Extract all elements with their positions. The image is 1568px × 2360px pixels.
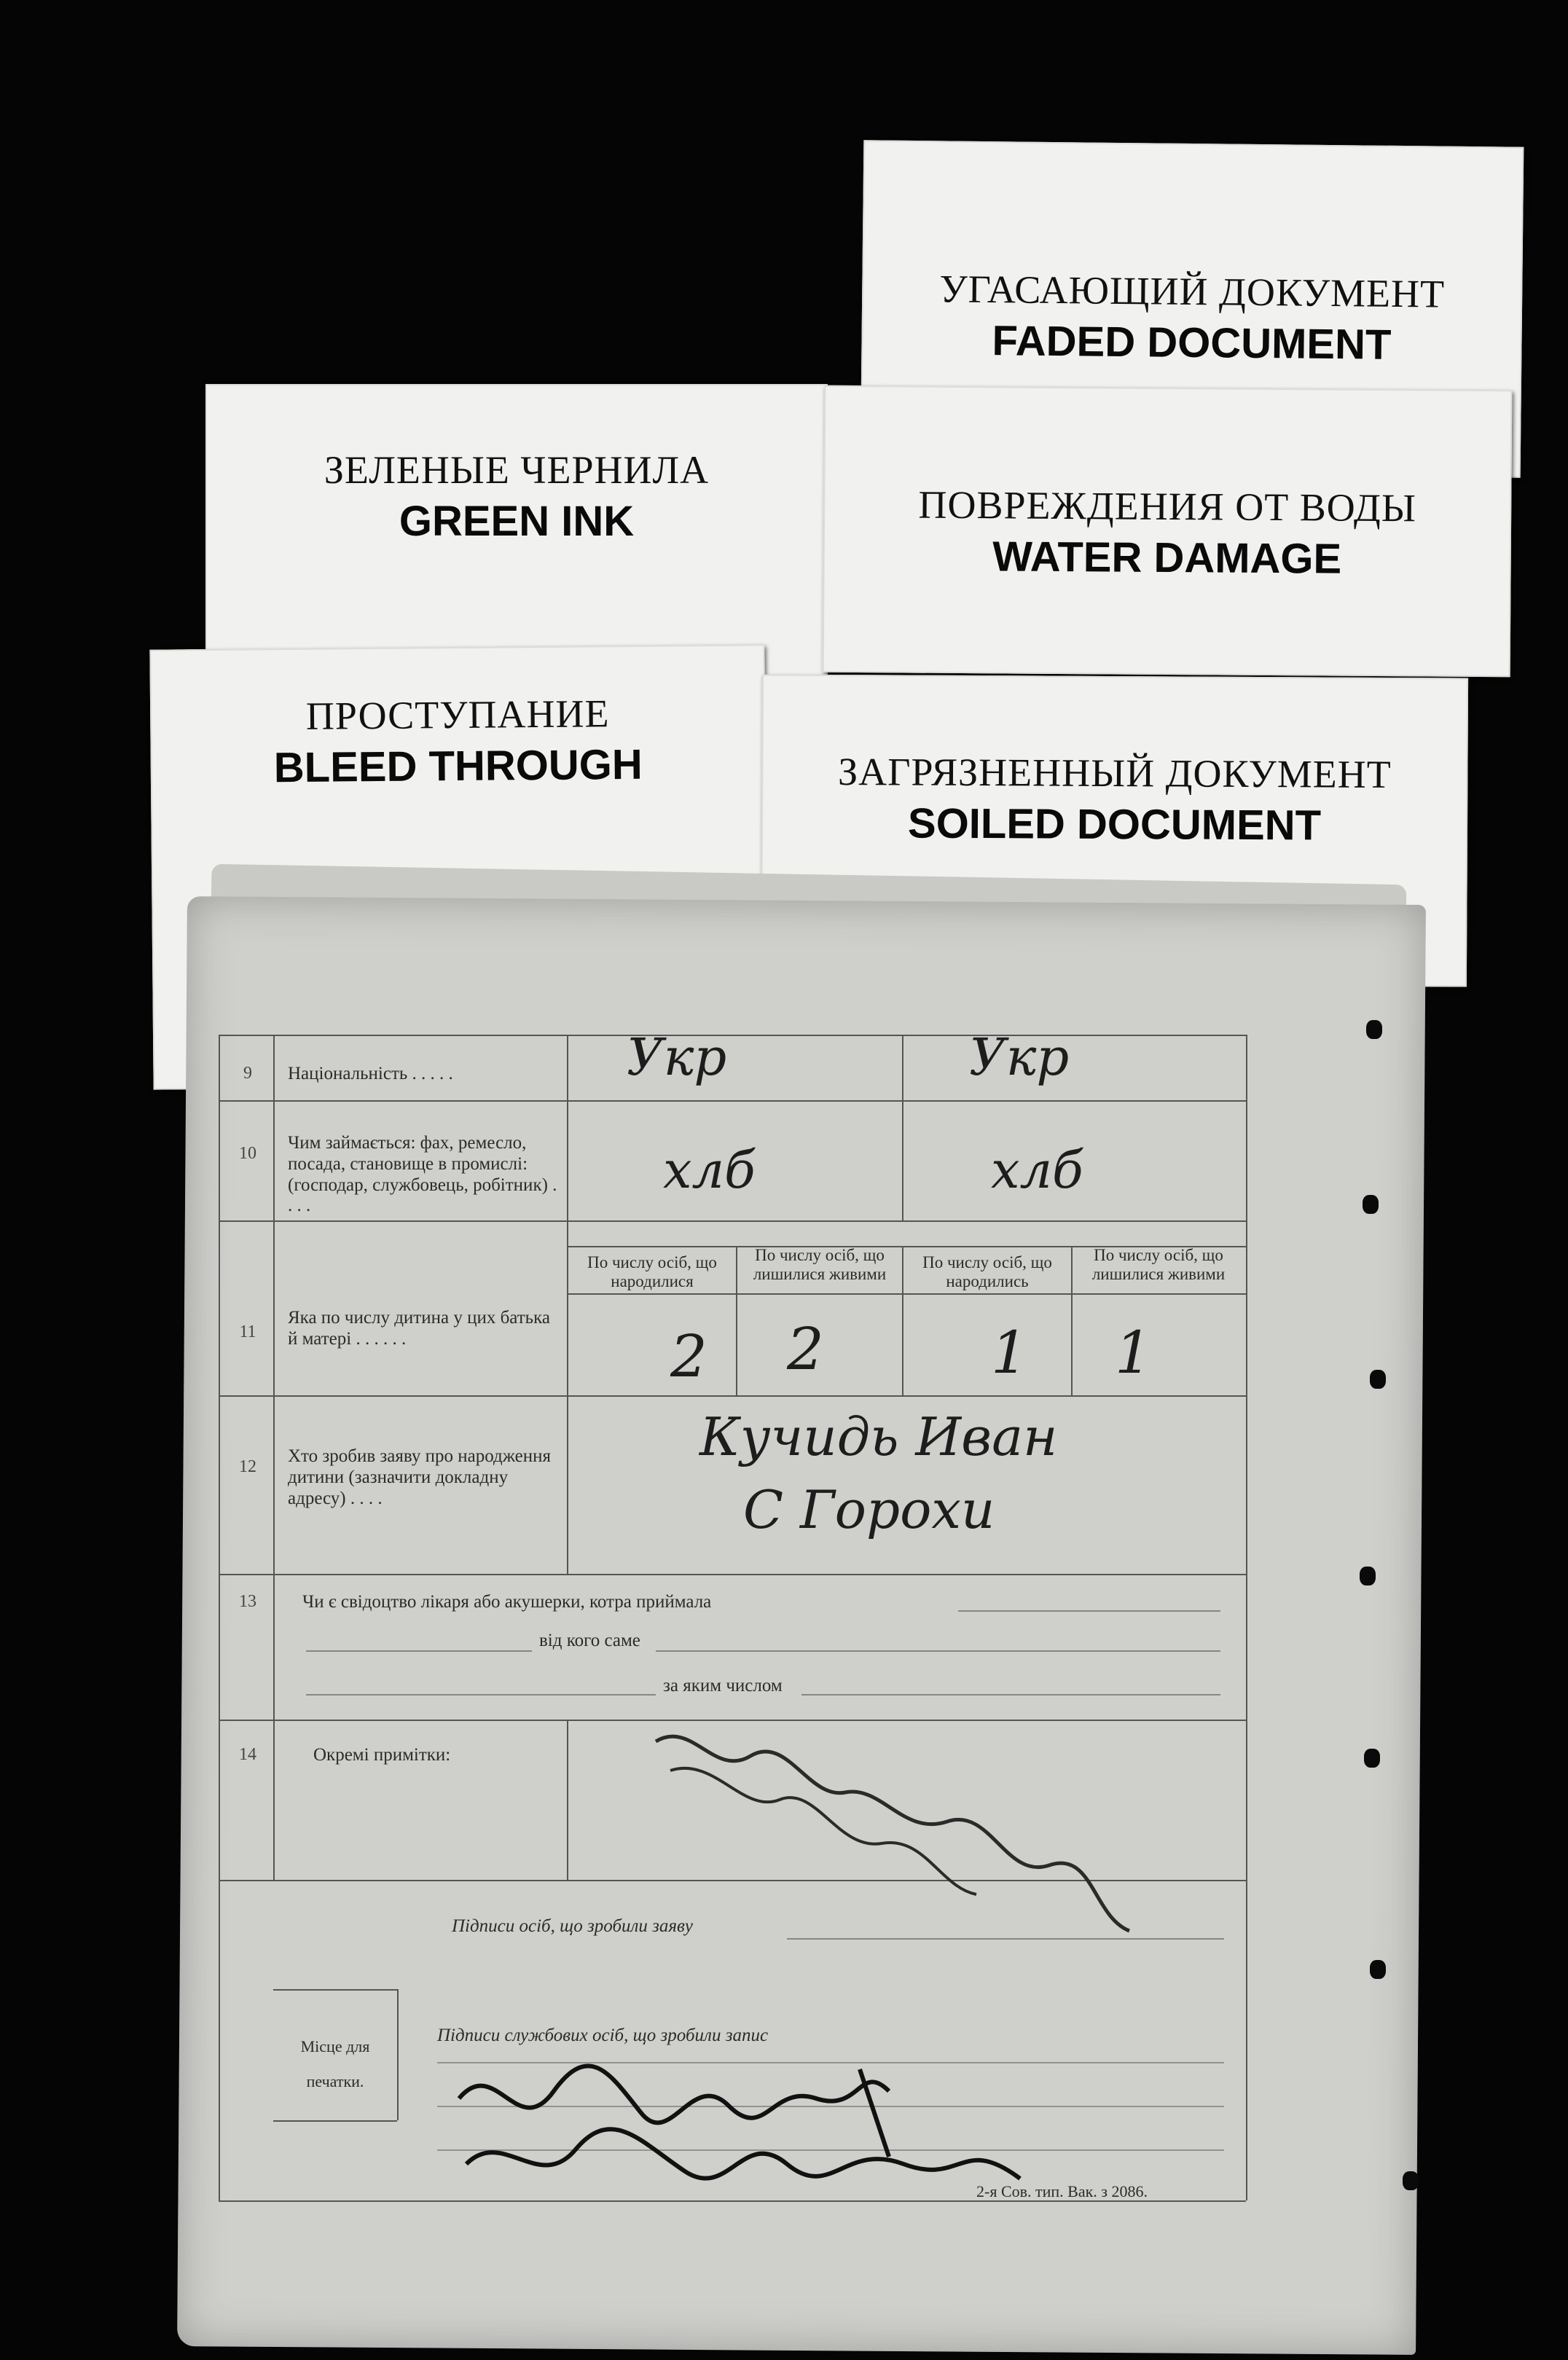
applicant-address: С Горохи [743,1479,995,1540]
remarks-label: Окремі примітки: [313,1745,451,1765]
col-living-mother: По числу осіб, що лишилися живими [1091,1246,1226,1284]
occupation-father: хлб [663,1140,756,1200]
certificate-question: Чи є свідоцтво лікаря або акушерки, котра приймала [302,1592,712,1612]
applicant-name: Кучидь Иван [699,1406,1058,1467]
row-number: 12 [239,1457,256,1476]
label-ru: УГАСАЮЩИЙ ДОКУМЕНТ [939,267,1446,316]
row-number: 13 [239,1592,256,1611]
col-living: По числу осіб, що лишилися живими [753,1246,887,1284]
label-ru: ЗЕЛЕНЫЕ ЧЕРНИЛА [324,448,710,492]
nationality-label: Національність . . . . . [288,1064,453,1083]
label-en: BLEED THROUGH [273,740,643,792]
certificate-from: від кого саме [539,1631,640,1650]
row-number: 14 [239,1745,256,1764]
official-signature [452,2055,1180,2200]
label-card-water-damage [823,385,1513,678]
official-signatures-label: Підписи службових осіб, що зробили запис [437,2026,769,2045]
nationality-father: Укр [627,1027,727,1087]
applicant-signatures-label: Підписи осіб, що зробили заяву [452,1916,694,1936]
label-en: FADED DOCUMENT [992,317,1392,369]
diagonal-handwritten-note [627,1712,1137,1953]
label-en: SOILED DOCUMENT [907,799,1322,850]
occupation-mother: хлб [991,1140,1083,1200]
certificate-date: за яким числом [663,1676,783,1695]
row-number: 9 [243,1064,252,1083]
count-born: 2 [670,1322,707,1390]
printer-imprint: 2-я Сов. тип. Вак. з 2086. [976,2182,1148,2200]
count-living: 2 [787,1315,824,1383]
occupation-label: Чим займається: фах, ремесло, посада, становище в промислі: (господар, службовець, робітник) . . . . [288,1133,557,1216]
label-en: WATER DAMAGE [992,533,1342,583]
label-en: GREEN INK [399,498,635,545]
seal-place: Місце для печатки. [300,2037,370,2091]
count-born-mother: 1 [991,1319,1028,1387]
child-order-label: Яка по числу дитина у цих батька й матері . . . . . . [288,1308,550,1349]
birth-record-form [219,1027,1246,2200]
col-born: По числу осіб, що народилися [587,1253,717,1291]
label-ru: ЗАГРЯЗНЕННЫЙ ДОКУМЕНТ [837,750,1392,796]
row-number: 11 [239,1322,256,1341]
row-number: 10 [239,1144,256,1163]
nationality-mother: Укр [969,1027,1070,1087]
col-born-mother: По числу осіб, що народились [922,1253,1052,1291]
count-living-mother: 1 [1115,1319,1152,1387]
label-ru: ПОВРЕЖДЕНИЯ ОТ ВОДЫ [918,482,1417,530]
label-ru: ПРОСТУПАНИЕ [305,691,610,738]
applicant-label: Хто зробив заяву про народження дитини (зазначити докладну адресу) . . . . [288,1446,551,1508]
